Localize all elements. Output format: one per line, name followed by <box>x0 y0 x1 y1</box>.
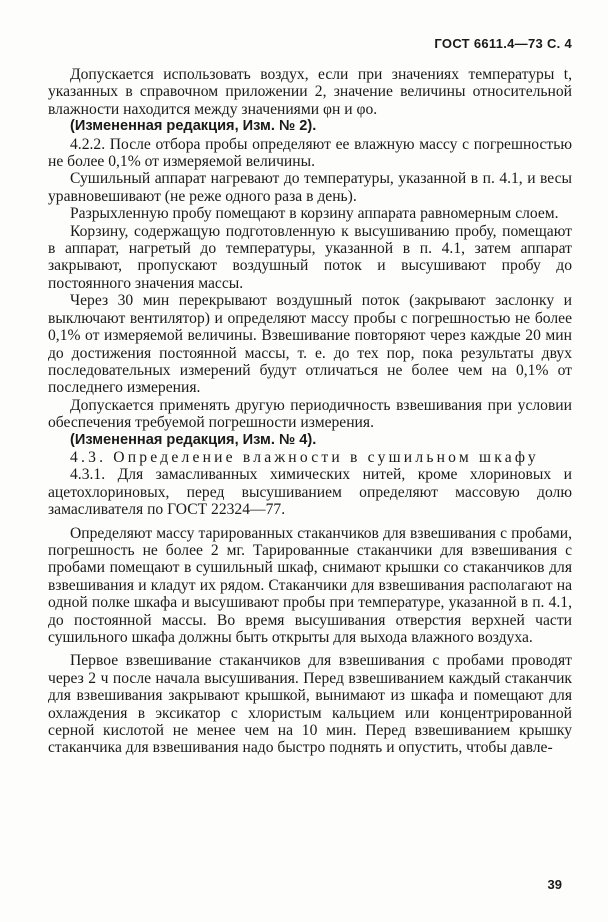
paragraph: Первое взвешивание стаканчиков для взвешивания с пробами проводят через 2 ч после начала высушивания. Перед взвешиванием каждый стаканчик для взвешивания закрывают крышкой, вынимают из шкафа и помещают для охлаждения в эксикатор с хлористым кальцием или концентрированной серной кислотой не менее чем на 10 мин. Перед взвешиванием крышку стаканчика для взвешивания надо быстро поднять и опустить, чтобы давле- <box>48 652 572 757</box>
revision-note: (Измененная редакция, Изм. № 2). <box>70 118 317 135</box>
section-heading: 4.3. Определение влажности в сушильном шкафу <box>70 448 539 466</box>
page-number: 39 <box>547 877 562 892</box>
paragraph: Допускается применять другую периодичность взвешивания при условии обеспечения требуемой погрешности измерения. <box>48 396 572 432</box>
paragraph: Корзину, содержащую подготовленную к высушиванию пробу, помещают в аппарат, нагретый до температуры, указанной в п. 4.1, затем аппарат закрывают, пропускают воздушный поток и высушивают пробу до постоянного значения массы. <box>48 222 572 292</box>
paragraph: Допускается использовать воздух, если при значениях температуры t, указанных в справочном приложении 2, значение величины относительной влажности находится между значениями φн и φо. <box>48 66 572 118</box>
paragraph: Определяют массу тарированных стаканчиков для взвешивания с пробами, погрешность не более 2 мг. Тарированные стаканчики для взвешивания с пробами помещают в сушильный шкаф, снимают крышки со стаканчиков для взвешивания и кладут их рядом. Стаканчики для взвешивания располагают на одной полке шкафа и высушивают пробы при температуре, указанной в п. 4.1, до постоянной массы. Во время высушивания отверстия верхней части сушильного шкафа должны быть открыты для выхода влажного воздуха. <box>48 524 572 646</box>
document-body <box>48 66 572 757</box>
paragraph: 4.2.2. После отбора пробы определяют ее влажную массу с погрешностью не более 0,1% от измеряемой величины. <box>48 135 572 171</box>
paragraph: Через 30 мин перекрывают воздушный поток (закрывают заслонку и выключают вентилятор) и определяют массу пробы с погрешностью не более 0,1% от измеряемой величины. Взвешивание повторяют через каждые 20 мин до достижения постоянной массы, т. е. до тех пор, пока результаты двух последовательных измерений будут отличаться не более чем на 0,1% от последнего измерения. <box>48 292 572 397</box>
standard-header: ГОСТ 6611.4—73 С. 4 <box>434 36 572 51</box>
paragraph: Сушильный аппарат нагревают до температуры, указанной в п. 4.1, и весы уравновешивают (не реже одного раза в день). <box>48 170 572 205</box>
paragraph: 4.3.1. Для замасливанных химических нитей, кроме хлориновых и ацетохлориновых, перед высушиванием определяют массовую долю замасливателя по ГОСТ 22324—77. <box>48 466 572 519</box>
revision-note: (Измененная редакция, Изм. № 4). <box>70 431 317 448</box>
paragraph: Разрыхленную пробу помещают в корзину аппарата равномерным слоем. <box>70 205 559 223</box>
